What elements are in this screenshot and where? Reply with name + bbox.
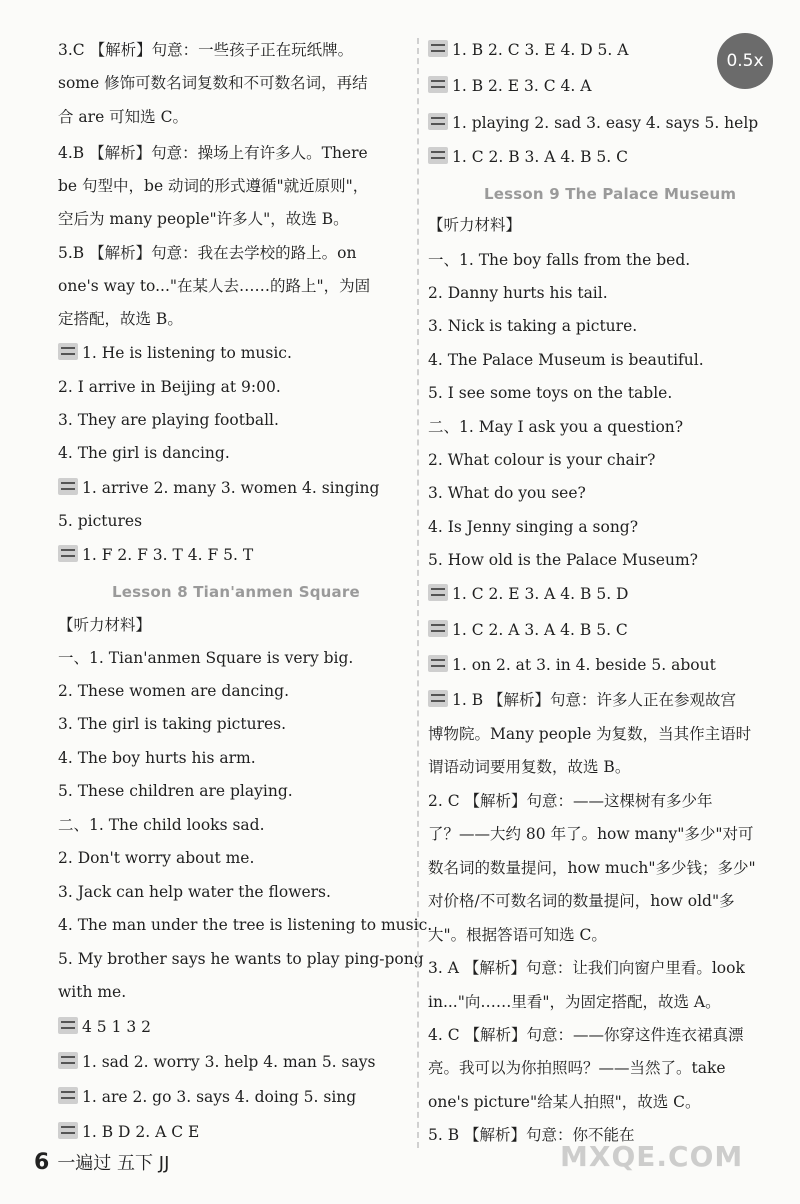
- right-line: [428, 958, 745, 978]
- right-line-text: 1. B 2. C 3. E 4. D 5. A: [452, 41, 629, 59]
- left-line-text: one's way to..."在某人去……的路上"，为固: [58, 277, 371, 295]
- left-line-text: 5. pictures: [58, 512, 143, 530]
- right-line: [428, 316, 637, 336]
- left-line: [58, 478, 379, 498]
- left-line-text: 一、1. Tian'anmen Square is very big.: [58, 649, 354, 667]
- left-line-text: 4 5 1 3 2: [82, 1018, 152, 1036]
- right-line: [428, 113, 758, 133]
- right-line: [428, 250, 690, 270]
- right-line: [428, 215, 521, 235]
- left-line: [58, 40, 353, 60]
- left-line: [58, 982, 126, 1002]
- right-line: [428, 417, 683, 437]
- right-line-text: 博物院。Many people 为复数，当其作主语时: [428, 725, 752, 743]
- left-line-text: 合 are 可知选 C。: [58, 108, 188, 126]
- right-line: [428, 450, 655, 470]
- right-line-text: 4. The Palace Museum is beautiful.: [428, 351, 704, 369]
- right-line-text: 1. C 2. A 3. A 4. B 5. C: [452, 621, 628, 639]
- left-line-text: 4. The boy hurts his arm.: [58, 749, 256, 767]
- right-line-text: 2. C 【解析】句意：——这棵树有多少年: [428, 792, 713, 810]
- right-line: [428, 283, 608, 303]
- left-line-text: 二、1. The child looks sad.: [58, 816, 265, 834]
- right-line-text: 大"。根据答语可知选 C。: [428, 926, 607, 944]
- left-line: [58, 443, 230, 463]
- left-line-text: 1. F 2. F 3. T 4. F 5. T: [82, 546, 254, 564]
- right-line: [428, 550, 698, 570]
- right-line-text: 3. A 【解析】句意：让我们向窗户里看。look: [428, 959, 745, 977]
- section-five-icon: [428, 40, 448, 57]
- left-line: [58, 276, 370, 296]
- left-line-text: 1. He is listening to music.: [82, 344, 292, 362]
- right-line: [428, 724, 751, 744]
- right-line-text: 1. C 2. B 3. A 4. B 5. C: [452, 148, 628, 166]
- section-six-icon: [58, 343, 78, 360]
- right-line-text: 4. Is Jenny singing a song?: [428, 518, 639, 536]
- left-line: [58, 748, 256, 768]
- section-eight-icon: [58, 545, 78, 562]
- left-line: [58, 615, 151, 635]
- right-line-text: 【听力材料】: [428, 216, 522, 234]
- right-line-text: 2. What colour is your chair?: [428, 451, 656, 469]
- left-line-text: 3.C 【解析】句意：一些孩子正在玩纸牌。: [58, 41, 354, 59]
- left-line-text: 1. B D 2. A C E: [82, 1123, 200, 1141]
- left-line: [58, 309, 183, 329]
- right-line-text: 数名词的数量提问，how much"多少钱；多少": [428, 859, 756, 877]
- left-line-text: 5. These children are playing.: [58, 782, 293, 800]
- left-line-text: 2. These women are dancing.: [58, 682, 290, 700]
- page-number: 6: [34, 1150, 50, 1175]
- left-line-text: 1. are 2. go 3. says 4. doing 5. sing: [82, 1088, 357, 1106]
- section-three-icon: [58, 1087, 78, 1104]
- section-four-icon: [58, 1122, 78, 1139]
- right-line-text: 3. What do you see?: [428, 484, 586, 502]
- left-line-text: 2. I arrive in Beijing at 9:00.: [58, 378, 281, 396]
- left-line: [58, 107, 188, 127]
- left-line: [58, 815, 265, 835]
- footer-book-title: 一遍过 五下 JJ: [57, 1153, 170, 1174]
- left-line: [58, 143, 368, 163]
- section-seven-icon: [58, 478, 78, 495]
- left-line: [58, 511, 142, 531]
- column-divider: [417, 38, 419, 1148]
- right-line-text: 5. B 【解析】句意：你不能在: [428, 1126, 635, 1144]
- right-line: [428, 40, 628, 60]
- right-line-text: 谓语动词要用复数，故选 B。: [428, 758, 631, 776]
- right-line-text: 2. Danny hurts his tail.: [428, 284, 608, 302]
- left-line-text: 【听力材料】: [58, 616, 152, 634]
- left-line-text: 5. My brother says he wants to play ping-pong: [58, 950, 424, 968]
- right-line-text: 4. C 【解析】句意：——你穿这件连衣裙真漂: [428, 1026, 744, 1044]
- left-line-text: 4. The man under the tree is listening to music.: [58, 916, 433, 934]
- right-line: [428, 992, 721, 1012]
- right-line-text: 亮。我可以为你拍照吗？——当然了。take: [428, 1059, 726, 1077]
- section-seven-icon: [428, 113, 448, 130]
- left-line-text: some 修饰可数名词复数和不可数名词，再结: [58, 74, 368, 92]
- right-line: [428, 383, 672, 403]
- left-line: [58, 848, 254, 868]
- right-line-text: 1. on 2. at 3. in 4. beside 5. about: [452, 656, 716, 674]
- right-line-text: 对价格/不可数名词的数量提问，how old"多: [428, 892, 735, 910]
- left-line: [58, 209, 349, 229]
- left-line: [58, 1087, 356, 1107]
- left-line-text: 定搭配，故选 B。: [58, 310, 183, 328]
- left-line-text: 5.B 【解析】句意：我在去学校的路上。on: [58, 244, 357, 262]
- left-line-text: 1. arrive 2. many 3. women 4. singing: [82, 479, 380, 497]
- right-line-text: 3. Nick is taking a picture.: [428, 317, 638, 335]
- left-line: [58, 343, 292, 363]
- section-one-icon: [428, 584, 448, 601]
- left-line: [58, 377, 281, 397]
- left-line-text: 3. They are playing football.: [58, 411, 279, 429]
- left-line-text: with me.: [58, 983, 127, 1001]
- right-line: [428, 620, 628, 640]
- left-line-text: 4.B 【解析】句意：操场上有许多人。There: [58, 144, 368, 162]
- left-line: [58, 882, 331, 902]
- left-line: [58, 681, 289, 701]
- left-line-text: 1. sad 2. worry 3. help 4. man 5. says: [82, 1053, 376, 1071]
- section-two-icon: [58, 1052, 78, 1069]
- right-line-text: 1. B 【解析】句意：许多人正在参观故宫: [452, 691, 737, 709]
- left-line: [58, 1052, 375, 1072]
- section-six-icon: [428, 76, 448, 93]
- left-line-text: be 句型中，be 动词的形式遵循"就近原则"，: [58, 177, 369, 195]
- left-line: [58, 949, 424, 969]
- section-four-icon: [428, 690, 448, 707]
- right-line-text: 5. How old is the Palace Museum?: [428, 551, 698, 569]
- left-line: [58, 648, 353, 668]
- left-line-text: 3. The girl is taking pictures.: [58, 715, 287, 733]
- section-eight-icon: [428, 147, 448, 164]
- right-line-text: 1. B 2. E 3. C 4. A: [452, 77, 592, 95]
- right-line: [428, 891, 735, 911]
- zoom-level-button[interactable]: 0.5x: [717, 33, 773, 89]
- right-line: [428, 858, 756, 878]
- right-line-text: 二、1. May I ask you a question?: [428, 418, 684, 436]
- page-footer: [34, 1149, 169, 1175]
- right-line-text: 5. I see some toys on the table.: [428, 384, 673, 402]
- left-line: [58, 1017, 151, 1037]
- left-line: [58, 915, 432, 935]
- left-line: [58, 410, 279, 430]
- right-line: [428, 690, 736, 710]
- left-line: [58, 243, 356, 263]
- lesson-8-heading: Lesson 8 Tian'anmen Square: [112, 583, 360, 601]
- left-line: [58, 73, 368, 93]
- right-line: [428, 791, 713, 811]
- left-line: [58, 545, 253, 565]
- right-line: [428, 350, 704, 370]
- section-one-icon: [58, 1017, 78, 1034]
- right-line: [428, 517, 638, 537]
- right-line-text: 了？——大约 80 年了。how many"多少"对可: [428, 825, 754, 843]
- watermark: MXQE.COM: [560, 1140, 744, 1173]
- left-line-text: 2. Don't worry about me.: [58, 849, 255, 867]
- right-line: [428, 147, 628, 167]
- right-line: [428, 1058, 726, 1078]
- right-line: [428, 824, 754, 844]
- left-line: [58, 714, 286, 734]
- left-line: [58, 1122, 199, 1142]
- left-line-text: 空后为 many people"许多人"，故选 B。: [58, 210, 349, 228]
- left-line-text: 4. The girl is dancing.: [58, 444, 230, 462]
- left-line: [58, 176, 368, 196]
- left-line: [58, 781, 293, 801]
- right-line: [428, 1092, 701, 1112]
- right-line-text: 1. playing 2. sad 3. easy 4. says 5. help: [452, 114, 759, 132]
- right-line: [428, 483, 586, 503]
- right-line-text: in..."向……里看"，为固定搭配，故选 A。: [428, 993, 721, 1011]
- right-line: [428, 584, 628, 604]
- left-line-text: 3. Jack can help water the flowers.: [58, 883, 331, 901]
- right-line-text: 1. C 2. E 3. A 4. B 5. D: [452, 585, 629, 603]
- lesson-9-heading: Lesson 9 The Palace Museum: [484, 185, 737, 203]
- right-line: [428, 76, 591, 96]
- section-two-icon: [428, 620, 448, 637]
- right-line: [428, 655, 716, 675]
- right-line-text: one's picture"给某人拍照"，故选 C。: [428, 1093, 701, 1111]
- right-line-text: 一、1. The boy falls from the bed.: [428, 251, 691, 269]
- right-line: [428, 925, 607, 945]
- section-three-icon: [428, 655, 448, 672]
- right-line: [428, 757, 630, 777]
- right-line: [428, 1025, 744, 1045]
